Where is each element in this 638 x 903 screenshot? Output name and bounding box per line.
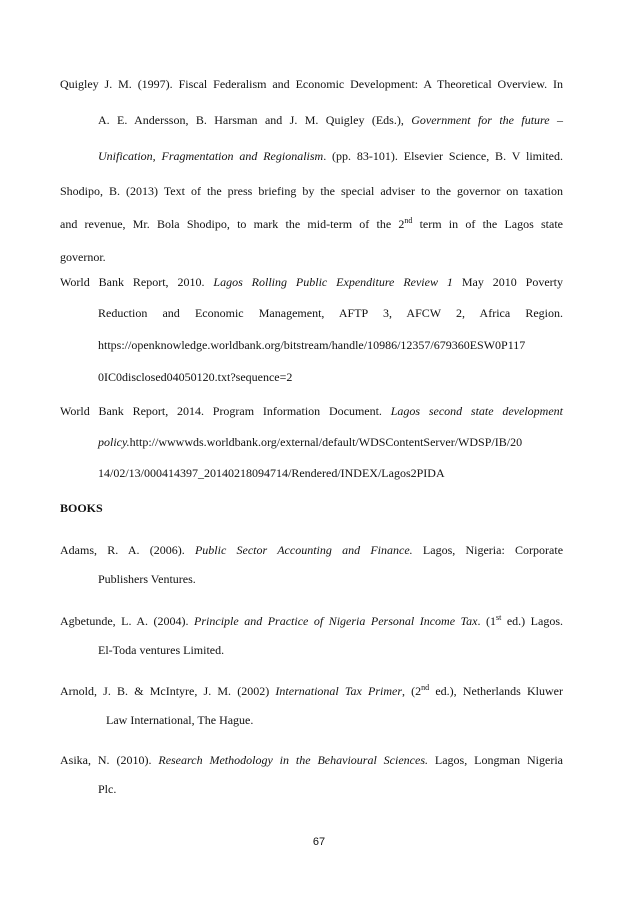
book-agbetunde-line1: Agbetunde, L. A. (2004). Principle and Practice of Nigeria Personal Income Tax. (1st ed.) Lagos.	[60, 613, 563, 628]
book-asika-line1: Asika, N. (2010). Research Methodology in the Behavioural Sciences. Lagos, Longman Nigeria	[60, 753, 563, 767]
reference-wb2014-url-cont[interactable]: 14/02/13/000414397_20140218094714/Rendered/INDEX/Lagos2PIDA	[98, 466, 445, 480]
book-adams-line2: Publishers Ventures.	[98, 572, 196, 586]
reference-wb2010-url-cont[interactable]: 0IC0disclosed04050120.txt?sequence=2	[98, 370, 293, 384]
reference-shodipo-line2: and revenue, Mr. Bola Shodipo, to mark the mid-term of the 2nd term in of the Lagos state	[60, 216, 564, 231]
reference-wb2014-line2[interactable]: policy.http://wwwwds.worldbank.org/external/default/WDSContentServer/WDSP/IB/20	[98, 435, 523, 449]
reference-wb2010-line1: World Bank Report, 2010. Lagos Rolling Public Expenditure Review 1 May 2010 Poverty	[60, 275, 563, 289]
book-adams-line1: Adams, R. A. (2006). Public Sector Accounting and Finance. Lagos, Nigeria: Corporate	[60, 543, 564, 557]
reference-shodipo-line1: Shodipo, B. (2013) Text of the press briefing by the special adviser to the governor on taxation	[60, 184, 563, 198]
reference-wb2010-url[interactable]: https://openknowledge.worldbank.org/bitstream/handle/10986/12357/679360ESW0P117	[98, 338, 526, 352]
book-arnold-line1: Arnold, J. B. & McIntyre, J. M. (2002) International Tax Primer, (2nd ed.), Netherlands Kluwer	[60, 683, 563, 698]
books-heading: BOOKS	[60, 501, 103, 515]
reference-quigley-line3: Unification, Fragmentation and Regionalism. (pp. 83-101). Elsevier Science, B. V limited.	[98, 149, 563, 163]
reference-wb2014-line1: World Bank Report, 2014. Program Information Document. Lagos second state development	[60, 404, 563, 418]
reference-quigley-line1: Quigley J. M. (1997). Fiscal Federalism and Economic Development: A Theoretical Overview. In	[60, 77, 563, 91]
book-asika-line2: Plc.	[98, 782, 117, 796]
book-agbetunde-line2: El-Toda ventures Limited.	[98, 643, 225, 657]
book-arnold-line2: Law International, The Hague.	[106, 713, 254, 727]
reference-shodipo-line3: governor.	[60, 250, 106, 264]
page-number: 67	[312, 836, 326, 848]
reference-wb2010-line2: Reduction and Economic Management, AFTP 3, AFCW 2, Africa Region.	[98, 306, 563, 320]
reference-quigley-line2: A. E. Andersson, B. Harsman and J. M. Quigley (Eds.), Government for the future –	[98, 113, 563, 127]
